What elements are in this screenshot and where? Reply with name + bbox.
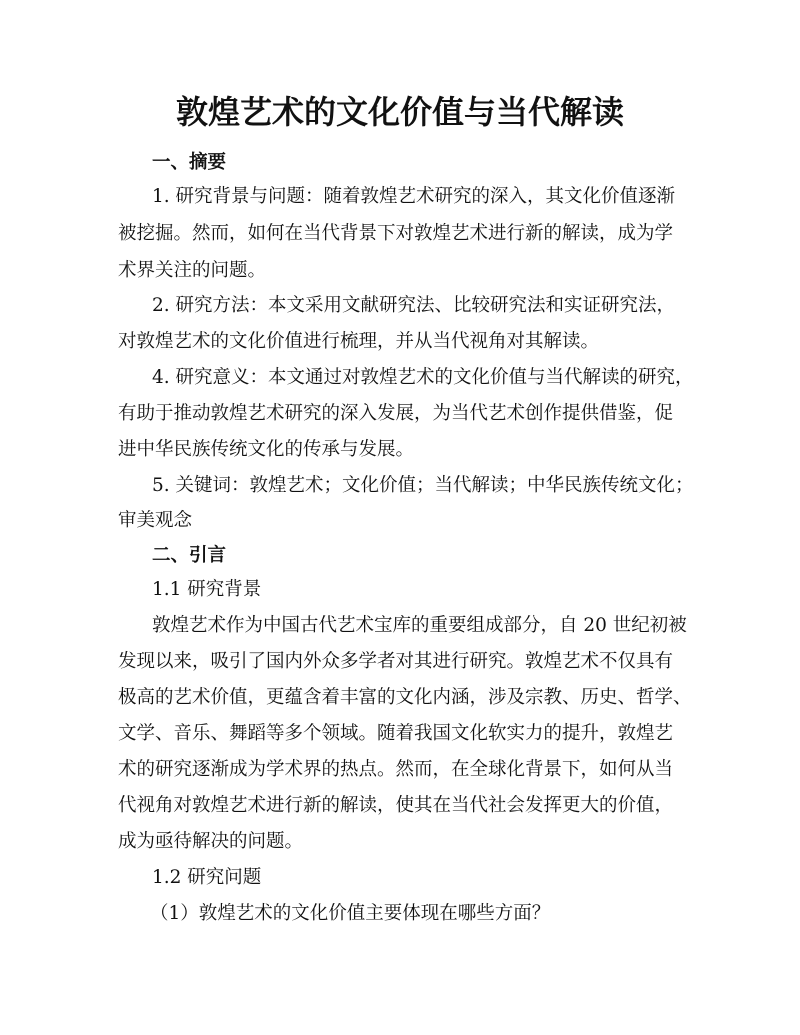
paragraph-line: 术的研究逐渐成为学术界的热点。然而，在全球化背景下，如何从当 [118, 759, 674, 780]
paragraph-line: 进中华民族传统文化的传承与发展。 [118, 439, 415, 460]
subsection-heading-questions: 1.2 研究问题 [152, 867, 262, 888]
paragraph-line: 被挖掘。然而，如何在当代背景下对敦煌艺术进行新的解读，成为学 [118, 223, 674, 244]
paragraph-line: 代视角对敦煌艺术进行新的解读，使其在当代社会发挥更大的价值， [118, 795, 674, 816]
paragraph-line: 文学、音乐、舞蹈等多个领域。随着我国文化软实力的提升，敦煌艺 [118, 723, 674, 744]
paragraph-line: 有助于推动敦煌艺术研究的深入发展，为当代艺术创作提供借鉴，促 [118, 403, 674, 424]
paragraph-line: 2. 研究方法：本文采用文献研究法、比较研究法和实证研究法， [152, 295, 676, 316]
paragraph-line: 1. 研究背景与问题：随着敦煌艺术研究的深入，其文化价值逐渐 [152, 186, 676, 207]
paragraph-line: 4. 研究意义：本文通过对敦煌艺术的文化价值与当代解读的研究， [152, 367, 694, 388]
question-item: （1）敦煌艺术的文化价值主要体现在哪些方面？ [150, 903, 551, 924]
section-heading-introduction: 二、引言 [152, 545, 227, 566]
paragraph-line: 发现以来，吸引了国内外众多学者对其进行研究。敦煌艺术不仅具有 [118, 651, 674, 672]
paragraph-line: 敦煌艺术作为中国古代艺术宝库的重要组成部分，自 20 世纪初被 [152, 615, 687, 636]
paragraph-line: 审美观念 [118, 510, 193, 531]
paragraph-line: 对敦煌艺术的文化价值进行梳理，并从当代视角对其解读。 [118, 331, 600, 352]
paragraph-line: 术界关注的问题。 [118, 260, 267, 281]
document-title: 敦煌艺术的文化价值与当代解读 [175, 93, 624, 131]
paragraph-line: 5. 关键词：敦煌艺术；文化价值；当代解读；中华民族传统文化； [152, 475, 694, 496]
paragraph-line: 成为亟待解决的问题。 [118, 831, 304, 852]
paragraph-line: 极高的艺术价值，更蕴含着丰富的文化内涵，涉及宗教、历史、哲学、 [118, 687, 692, 708]
section-heading-abstract: 一、摘要 [152, 152, 227, 173]
subsection-heading-background: 1.1 研究背景 [152, 579, 262, 600]
